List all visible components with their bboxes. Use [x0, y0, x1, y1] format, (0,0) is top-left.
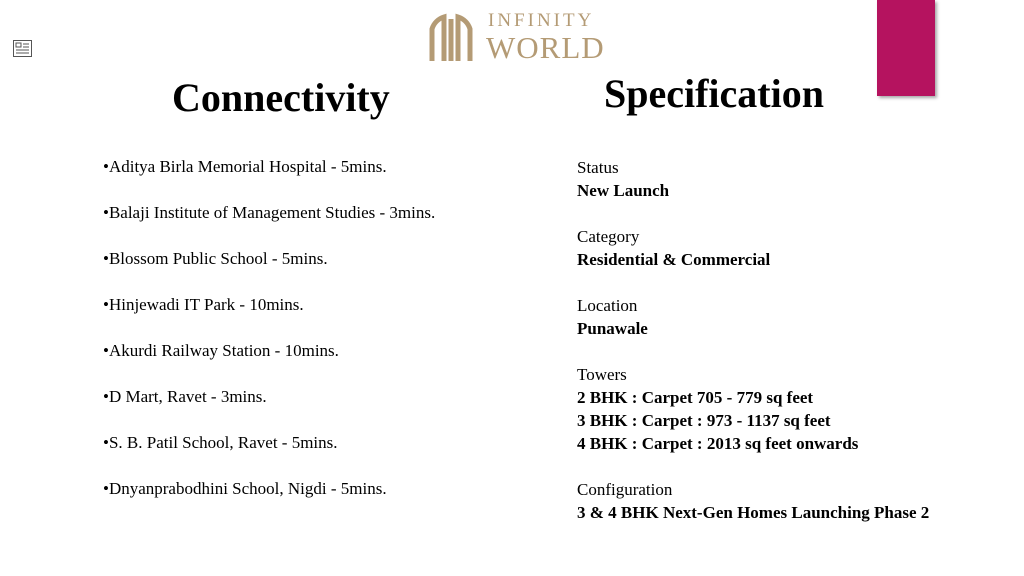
list-item: •S. B. Patil School, Ravet - 5mins.	[103, 433, 338, 452]
specification-panel	[577, 156, 929, 547]
towers-label: Towers	[577, 365, 627, 384]
specification-title: Specification	[604, 71, 824, 116]
spec-configuration	[577, 478, 929, 524]
spec-location	[577, 294, 929, 340]
connectivity-list	[103, 155, 435, 523]
slide-layout-icon[interactable]	[13, 40, 32, 57]
brand-logo	[424, 10, 604, 64]
logo-text-infinity: INFINITY	[488, 10, 595, 31]
configuration-label: Configuration	[577, 480, 673, 499]
columns-logo-icon	[424, 13, 476, 63]
accent-block	[877, 0, 935, 96]
location-value: Punawale	[577, 319, 648, 338]
spec-status	[577, 156, 929, 202]
category-label: Category	[577, 227, 640, 246]
status-value: New Launch	[577, 181, 670, 200]
category-value: Residential & Commercial	[577, 250, 771, 269]
list-item: •Balaji Institute of Management Studies - 3mins.	[103, 203, 436, 222]
status-label: Status	[577, 158, 619, 177]
list-item: •Aditya Birla Memorial Hospital - 5mins.	[103, 157, 387, 176]
list-item: •D Mart, Ravet - 3mins.	[103, 387, 267, 406]
connectivity-title: Connectivity	[172, 75, 390, 120]
towers-value-2bhk: 2 BHK : Carpet 705 - 779 sq feet	[577, 388, 814, 407]
location-label: Location	[577, 296, 638, 315]
configuration-value: 3 & 4 BHK Next-Gen Homes Launching Phase 2	[577, 503, 930, 522]
spec-towers	[577, 363, 929, 455]
list-item: •Dnyanprabodhini School, Nigdi - 5mins.	[103, 479, 387, 498]
list-item: •Blossom Public School - 5mins.	[103, 249, 328, 268]
list-item: •Hinjewadi IT Park - 10mins.	[103, 295, 304, 314]
list-item: •Akurdi Railway Station - 10mins.	[103, 341, 339, 360]
towers-value-3bhk: 3 BHK : Carpet : 973 - 1137 sq feet	[577, 411, 831, 430]
spec-category	[577, 225, 929, 271]
logo-text-world: WORLD	[486, 30, 605, 65]
towers-value-4bhk: 4 BHK : Carpet : 2013 sq feet onwards	[577, 434, 859, 453]
